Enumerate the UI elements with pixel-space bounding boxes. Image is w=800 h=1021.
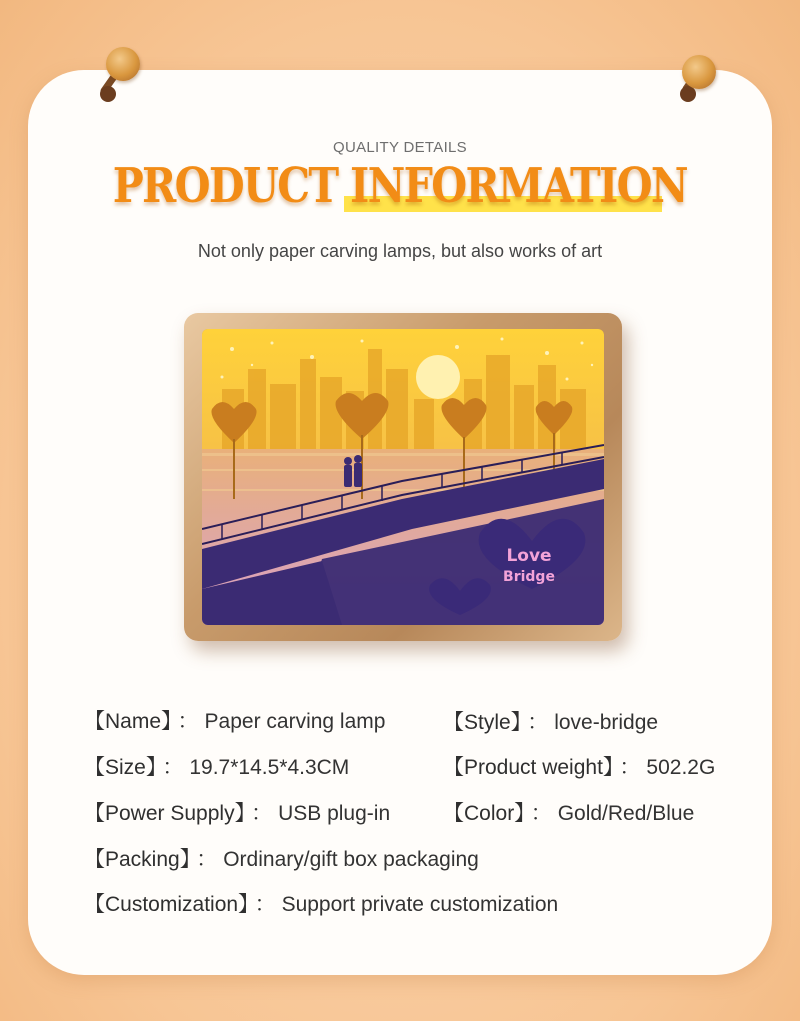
spec-name: 【Name】 ： Paper carving lamp [84,710,386,733]
spec-color: 【Color】 ： Gold/Red/Blue [443,802,695,825]
spec-power: 【Power Supply】 ： USB plug-in [84,802,391,825]
section-kicker: QUALITY DETAILS [333,139,467,156]
spec-weight: 【Product weight】 ： 502.2G [443,756,716,779]
spec-style: 【Style】 ： love-bridge [443,711,659,734]
sign-line1: Love [506,546,552,566]
title-block [0,158,800,214]
sign-line2: Bridge [503,569,555,585]
spec-size: 【Size】 ： 19.7*14.5*4.3CM [84,756,350,779]
lamp-artwork [202,329,604,625]
page-title: PRODUCT INFORMATION [112,158,688,214]
product-image-lamp [184,313,622,641]
spec-customization: 【Customization】 ： Support private customization [84,893,559,916]
spec-packing: 【Packing】 ： Ordinary/gift box packaging [84,848,479,871]
tagline: Not only paper carving lamps, but also works of art [197,241,603,261]
